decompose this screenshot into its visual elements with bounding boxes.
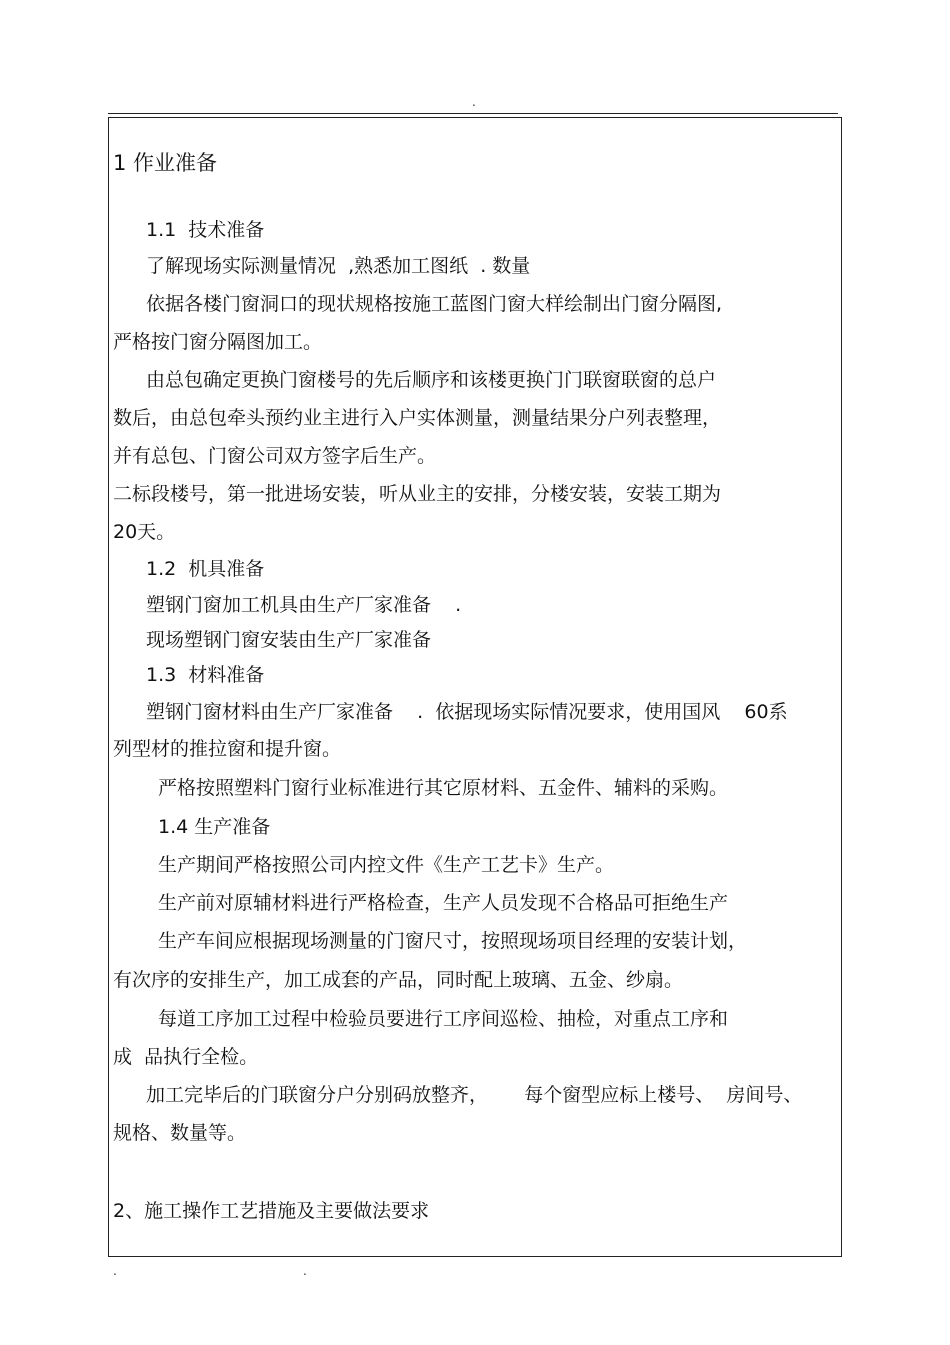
paragraph-line: 列型材的推拉窗和提升窗。	[113, 738, 342, 760]
paragraph-line: 现场塑钢门窗安装由生产厂家准备	[146, 629, 432, 651]
paragraph-line: 塑钢门窗材料由生产厂家准备 . 依据现场实际情况要求，使用国风 60系	[146, 701, 788, 723]
paragraph-line: 20天。	[113, 521, 176, 543]
subsection-1-1-heading: 1.1 技术准备	[146, 219, 265, 241]
subsection-1-4-heading: 1.4 生产准备	[158, 816, 271, 838]
paragraph-line: 由总包确定更换门窗楼号的先后顺序和该楼更换门门联窗联窗的总户	[146, 369, 717, 391]
paragraph-line: 规格、数量等。	[113, 1122, 247, 1144]
paragraph-line: 塑钢门窗加工机具由生产厂家准备 .	[146, 594, 462, 616]
subsection-1-2-heading: 1.2 机具准备	[146, 558, 265, 580]
paragraph-line: 严格按门窗分隔图加工。	[113, 331, 323, 353]
subsection-1-3-heading: 1.3 材料准备	[146, 664, 265, 686]
paragraph-line: 每道工序加工过程中检验员要进行工序间巡检、抽检，对重点工序和	[158, 1008, 729, 1030]
footer-dot-right: .	[303, 1264, 307, 1278]
paragraph-line: 严格按照塑料门窗行业标准进行其它原材料、五金件、辅料的采购。	[158, 777, 729, 799]
paragraph-line: 生产前对原辅材料进行严格检查，生产人员发现不合格品可拒绝生产	[158, 892, 729, 914]
paragraph-line: 有次序的安排生产，加工成套的产品，同时配上玻璃、五金、纱扇。	[113, 969, 684, 991]
paragraph-line: 数后，由总包牵头预约业主进行入户实体测量，测量结果分户列表整理，	[113, 407, 722, 429]
paragraph-line: 生产车间应根据现场测量的门窗尺寸，按照现场项目经理的安装计划，	[158, 930, 748, 952]
paragraph-line: 依据各楼门窗洞口的现状规格按施工蓝图门窗大样绘制出门窗分隔图,	[146, 293, 723, 315]
paragraph-line: 并有总包、门窗公司双方签字后生产。	[113, 445, 437, 467]
footer-dot-left: .	[113, 1264, 117, 1278]
paragraph-line: 成 品执行全检。	[113, 1046, 259, 1068]
paragraph-line: 生产期间严格按照公司内控文件《生产工艺卡》生产。	[158, 854, 615, 876]
paragraph-line: 二标段楼号，第一批进场安装，听从业主的安排，分楼安装，安装工期为	[113, 483, 722, 505]
paragraph-line: 加工完毕后的门联窗分户分别码放整齐， 每个窗型应标上楼号、 房间号、	[146, 1084, 803, 1106]
header-rule	[108, 113, 838, 114]
header-dot: .	[472, 95, 476, 109]
paragraph-line: 了解现场实际测量情况 ,熟悉加工图纸 . 数量	[146, 255, 531, 277]
section-1-title: 1 作业准备	[113, 151, 218, 175]
section-2-title: 2、施工操作工艺措施及主要做法要求	[113, 1200, 430, 1222]
